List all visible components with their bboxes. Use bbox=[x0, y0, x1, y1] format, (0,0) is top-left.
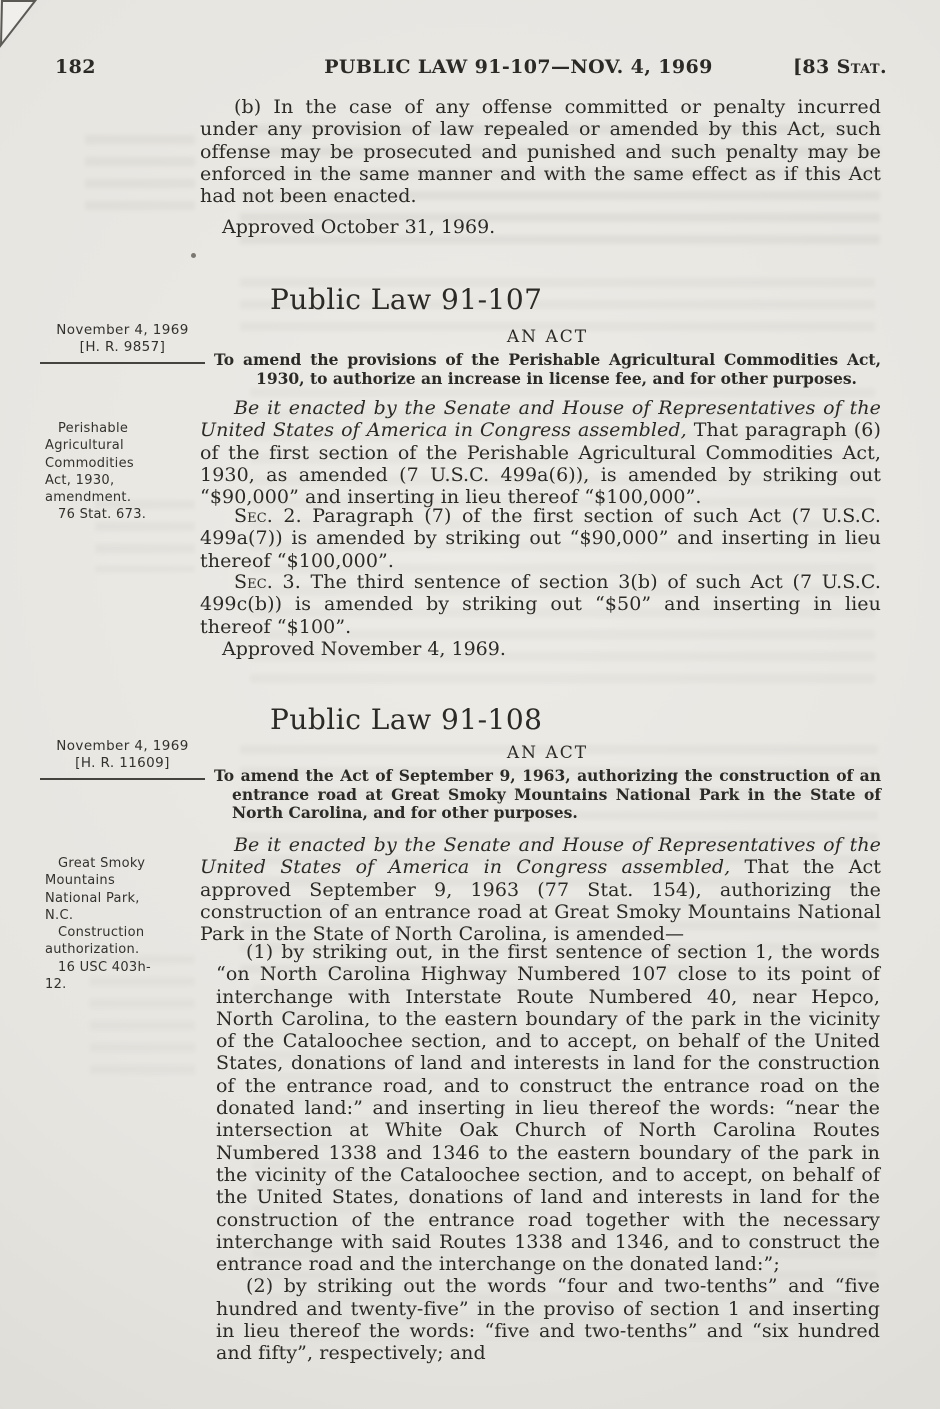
margin-date: November 4, 1969 bbox=[56, 738, 189, 754]
margin-bill-number: [H. R. 11609] bbox=[75, 754, 170, 771]
margin-note-line: 16 USC 403h- bbox=[58, 959, 151, 975]
margin-note-great-smoky bbox=[45, 855, 203, 993]
bleed-through-artifact bbox=[85, 135, 195, 215]
act-long-title-107: To amend the provisions of the Perishable Agricultural Commodities Act, 1930, to authorize an increase in license fee, and for other purposes. bbox=[214, 350, 881, 388]
margin-note-line: Commodities bbox=[45, 455, 134, 471]
margin-note-perishable-act bbox=[45, 420, 203, 524]
enacting-text: That paragraph (6) of the first section of the Perishable Agricultural Commodities Act, 1930, as amended (7 U.S.C. 499a(6)), is amended by striking out “$90,000” and inserting in lieu thereof “$100,000”. bbox=[200, 419, 881, 509]
clause-1: (1) by striking out, in the first sentence of section 1, the words “on North Carolina Highway Numbered 107 close to its point of interchange with Interstate Route Numbered 40, near Hepco, North Carolina, to the eastern boundary of the park in the vicinity of the Cataloochee section, and to accept, on behalf of the United States, donations of land and interests in land for the construction of the entrance road, and to construct the entrance road on the donated land:” and inserting in lieu thereof the words: “near the intersection at White Oak Church of North Carolina Routes Numbered 1338 and 1346 to the eastern boundary of the park in the vicinity of the Cataloochee section, and to accept, on behalf of the United States, donations of land and interests in land for the construction of the entrance road together with the necessary interchange with said Routes 1338 and 1346, and to construct the entrance road and the interchange on the donated land:”; bbox=[216, 941, 880, 1276]
section-label: Sec. 3. bbox=[234, 571, 301, 593]
section-label: Sec. 2. bbox=[234, 505, 302, 527]
margin-note-line: Agricultural bbox=[45, 438, 124, 454]
margin-note-line: Perishable bbox=[58, 421, 129, 436]
margin-note-line: 12. bbox=[45, 977, 67, 993]
margin-note-line: Construction bbox=[58, 925, 145, 941]
margin-bill-number: [H. R. 9857] bbox=[79, 338, 166, 355]
an-act-label: AN ACT bbox=[506, 327, 589, 347]
margin-note-date-hr11609 bbox=[40, 738, 205, 780]
margin-note-line: authorization. bbox=[45, 942, 140, 958]
margin-note-line: Mountains bbox=[45, 873, 116, 889]
enacting-text: That the Act approved September 9, 1963 (77 Stat. 154), authorizing the construction of an entrance road at Great Smoky Mountains National Park in the State of North Carolina, is amended— bbox=[200, 856, 881, 946]
margin-note-line: amendment. bbox=[45, 490, 132, 506]
section-text: The third sentence of section 3(b) of such Act (7 U.S.C. 499c(b)) is amended by striking out “$50” and inserting in lieu thereof “$100”. bbox=[200, 571, 881, 638]
page-corner-fold bbox=[0, 0, 46, 52]
enacting-clause-108 bbox=[200, 834, 881, 945]
margin-note-line: Act, 1930, bbox=[45, 472, 115, 488]
margin-note-date-hr9857 bbox=[40, 322, 205, 364]
an-act-label: AN ACT bbox=[506, 743, 589, 763]
section-2-107 bbox=[200, 505, 881, 572]
page-number: 182 bbox=[55, 56, 96, 78]
margin-date: November 4, 1969 bbox=[56, 322, 189, 338]
margin-note-line: 76 Stat. 673. bbox=[58, 507, 147, 523]
ink-spot-artifact bbox=[191, 253, 196, 258]
margin-note-line: N.C. bbox=[45, 907, 74, 923]
public-law-91-107-heading: Public Law 91-107 bbox=[270, 283, 543, 316]
an-act-block-108 bbox=[214, 743, 881, 823]
enacting-formula-italic: Be it enacted by the Senate and House of Representatives of the United States of America in Congress assembled, bbox=[200, 834, 881, 879]
running-header-title: PUBLIC LAW 91-107—NOV. 4, 1969 bbox=[324, 56, 713, 78]
stat-volume-label: [83 Stat. bbox=[793, 56, 887, 78]
section-text: Paragraph (7) of the first section of such Act (7 U.S.C. 499a(7)) is amended by striking out “$90,000” and inserting in lieu thereof “$100,000”. bbox=[200, 505, 881, 572]
approved-date-line: Approved November 4, 1969. bbox=[222, 638, 506, 660]
an-act-block-107 bbox=[214, 327, 881, 388]
margin-note-line: National Park, bbox=[45, 890, 140, 906]
amendment-clauses-108 bbox=[216, 941, 880, 1365]
approved-date-line: Approved October 31, 1969. bbox=[222, 216, 496, 238]
section-3-107 bbox=[200, 571, 881, 638]
paragraph-b: (b) In the case of any offense committed or penalty incurred under any provision of law repealed or amended by this Act, such offense may be prosecuted and punished and such penalty may be enforced in the same manner and with the same effect as if this Act had not been enacted. bbox=[200, 96, 881, 208]
public-law-91-108-heading: Public Law 91-108 bbox=[270, 703, 543, 736]
enacting-clause-107 bbox=[200, 397, 881, 508]
enacting-formula-italic: Be it enacted by the Senate and House of Representatives of the United States of America in Congress assembled, bbox=[200, 397, 881, 442]
act-long-title-108: To amend the Act of September 9, 1963, authorizing the construction of an entrance road at Great Smoky Mountains National Park in the State of North Carolina, and for other purposes. bbox=[214, 766, 881, 823]
margin-note-line: Great Smoky bbox=[58, 856, 146, 871]
clause-2: (2) by striking out the words “four and two-tenths” and “five hundred and twenty-five” in the proviso of section 1 and inserting in lieu thereof the words: “five and two-tenths” and “six hundred and fifty”, respectively; and bbox=[216, 1275, 880, 1365]
